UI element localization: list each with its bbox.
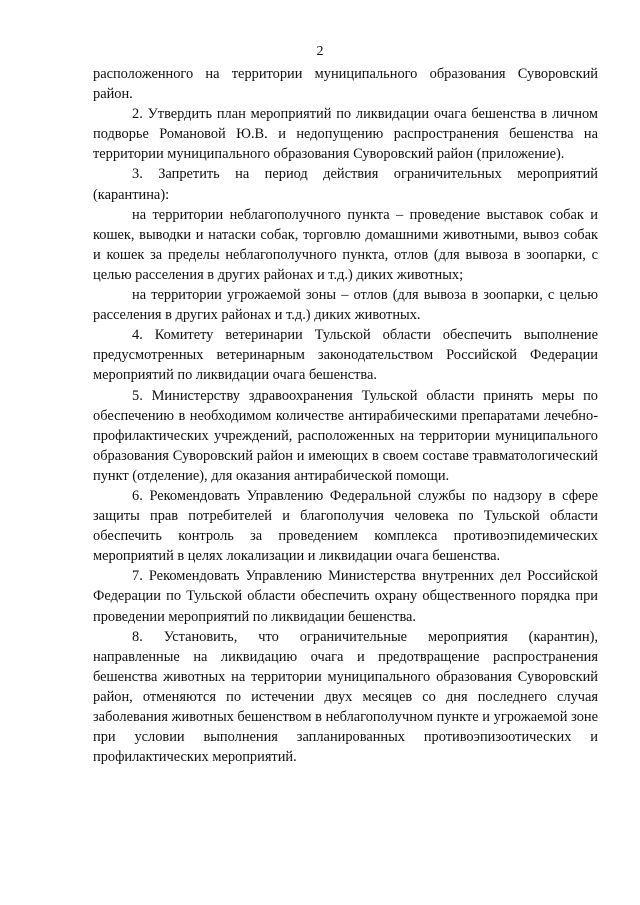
paragraph-item-8: 8. Установить, что ограничительные мероприятия (карантин), направленные на ликвидацию очага и предотвращение распространения бешенства животных на территории муниципального образования Суворовский район, отменяются по истечении двух месяцев со дня последнего случая заболевания животных бешенством в неблагополучном пункте и угрожаемой зоне при условии выполнения запланированных противоэпизоотических и профилактических мероприятий. <box>93 628 598 766</box>
paragraph-item-4: 4. Комитету ветеринарии Тульской области обеспечить выполнение предусмотренных ветеринарным законодательством Российской Федерации мероприятий по ликвидации очага бешенства. <box>93 327 598 384</box>
paragraph-item-7: 7. Рекомендовать Управлению Министерства внутренних дел Российской Федерации по Тульской области обеспечить охрану общественного порядка при проведении мероприятий по ликвидации бешенства. <box>93 568 598 625</box>
paragraph-item-2: 2. Утвердить план мероприятий по ликвидации очага бешенства в личном подворье Романовой Ю.В. и недопущению распространения бешенства на территории муниципального образования Суворовский район (приложение). <box>93 106 598 163</box>
document-body <box>93 64 598 767</box>
paragraph-item-6: 6. Рекомендовать Управлению Федеральной службы по надзору в сфере защиты прав потребителей и благополучия человека по Тульской области обеспечить контроль за проведением комплекса противоэпидемических мероприятий в целях локализации и ликвидации очага бешенства. <box>93 487 598 565</box>
paragraph-continuation: расположенного на территории муниципального образования Суворовский район. <box>93 66 598 103</box>
paragraph-item-5: 5. Министерству здравоохранения Тульской области принять меры по обеспечению в необходимом количестве антирабическими препаратами лечебно-профилактических учреждений, расположенных на территории муниципального образования Суворовский район и имеющих в своем составе травматологический пункт (отделение), для оказания антирабической помощи. <box>93 387 598 484</box>
paragraph-item-3-subpoint-2: на территории угрожаемой зоны – отлов (для вывоза в зоопарки, с целью расселения в других районах и т.д.) диких животных. <box>93 287 598 324</box>
paragraph-item-3: 3. Запретить на период действия ограничительных мероприятий (карантина): <box>93 166 598 203</box>
paragraph-item-3-subpoint-1: на территории неблагополучного пункта – проведение выставок собак и кошек, выводки и натаски собак, торговлю домашними животными, вывоз собак и кошек за пределы неблагополучного пункта, отлов (для вывоза в зоопарки, с целью расселения в других районах и т.д.) диких животных; <box>93 206 598 283</box>
page-number: 2 <box>316 44 324 59</box>
